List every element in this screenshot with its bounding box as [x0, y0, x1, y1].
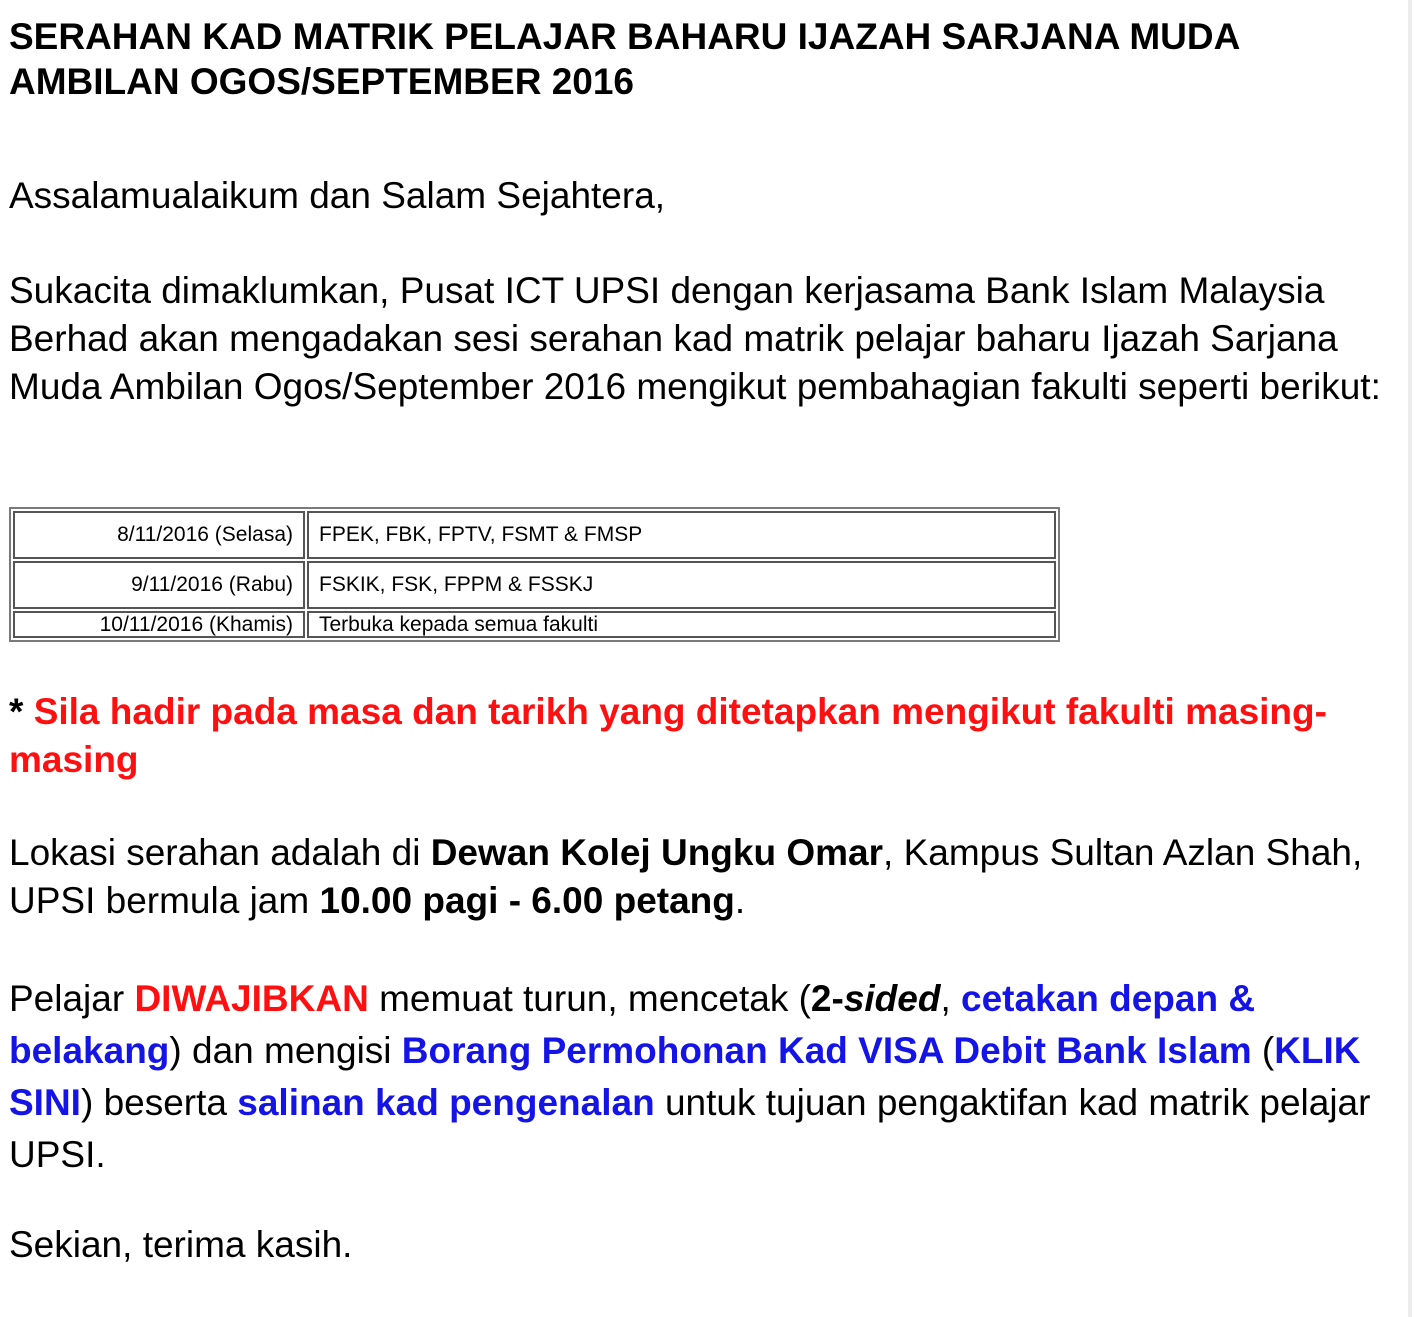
title-line-2: AMBILAN OGOS/SEPTEMBER 2016 — [9, 61, 635, 102]
notice-asterisk: * — [9, 691, 34, 732]
location-paragraph — [9, 829, 1404, 925]
page-title — [9, 14, 1309, 104]
scrollbar-track[interactable] — [1408, 0, 1412, 1317]
table-row — [13, 511, 1056, 559]
instructions-paragraph — [9, 973, 1404, 1181]
schedule-faculties: Terbuka kepada semua fakulti — [307, 611, 1056, 638]
location-suffix: . — [734, 880, 746, 921]
klik-sini-link[interactable]: KLIK SINI — [9, 1030, 1361, 1123]
greeting: Assalamualaikum dan Salam Sejahtera, — [9, 175, 666, 216]
schedule-date: 8/11/2016 (Selasa) — [13, 511, 305, 559]
closing: Sekian, terima kasih. — [9, 1224, 353, 1265]
schedule-date: 9/11/2016 (Rabu) — [13, 561, 305, 609]
form-name: Borang Permohonan Kad VISA Debit Bank Islam — [401, 1030, 1252, 1071]
mandatory-label: DIWAJIBKAN — [134, 978, 369, 1019]
instr-text-3: ) dan mengisi — [169, 1030, 402, 1071]
schedule-table — [9, 507, 1060, 642]
instr-text-5: ) beserta — [80, 1082, 238, 1123]
notice-text: Sila hadir pada masa dan tarikh yang ditetapkan mengikut fakulti masing-masing — [9, 691, 1327, 780]
two-label: 2- — [810, 978, 844, 1019]
print-note: cetakan depan & belakang — [9, 978, 1256, 1071]
instr-text-4: ( — [1251, 1030, 1275, 1071]
schedule-faculties: FPEK, FBK, FPTV, FSMT & FMSP — [307, 511, 1056, 559]
location-middle: , Kampus Sultan Azlan Shah, UPSI bermula jam — [9, 832, 1363, 921]
table-row — [13, 611, 1056, 638]
instr-text-1: Pelajar — [9, 978, 135, 1019]
title-line-1: SERAHAN KAD MATRIK PELAJAR BAHARU IJAZAH SARJANA MUDA — [9, 16, 1241, 57]
schedule-date: 10/11/2016 (Khamis) — [13, 611, 305, 638]
table-row — [13, 561, 1056, 609]
session-time: 10.00 pagi - 6.00 petang — [319, 880, 735, 921]
instr-text-6: untuk tujuan pengaktifan kad matrik pelajar UPSI. — [9, 1082, 1371, 1175]
intro-paragraph: Sukacita dimaklumkan, Pusat ICT UPSI dengan kerjasama Bank Islam Malaysia Berhad akan mengadakan sesi serahan kad matrik pelajar baharu Ijazah Sarjana Muda Ambilan Ogos/September 2016 mengikut pembahagian fakulti seperti berikut: — [9, 270, 1381, 407]
instr-text-2: memuat turun, mencetak ( — [368, 978, 811, 1019]
instr-comma: , — [940, 978, 962, 1019]
location-prefix: Lokasi serahan adalah di — [9, 832, 431, 873]
ic-copy: salinan kad pengenalan — [237, 1082, 655, 1123]
venue-name: Dewan Kolej Ungku Omar — [430, 832, 884, 873]
sided-label: sided — [843, 978, 941, 1019]
attendance-notice — [9, 688, 1404, 784]
schedule-faculties: FSKIK, FSK, FPPM & FSSKJ — [307, 561, 1056, 609]
